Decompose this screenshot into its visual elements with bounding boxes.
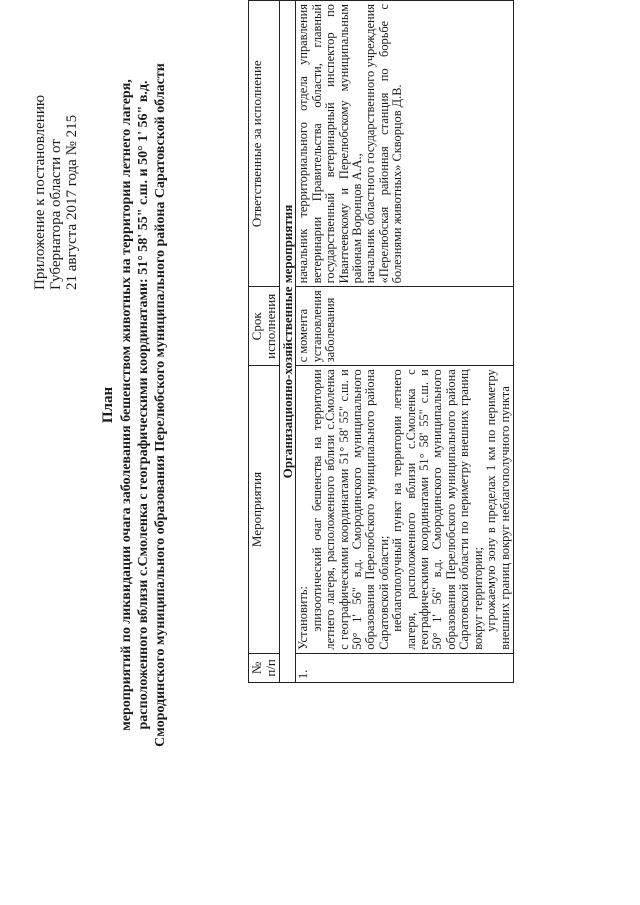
appendix-note (32, 20, 80, 290)
document-title (100, 15, 169, 795)
measure-intro: Установить: (296, 586, 311, 650)
title-plan: План (100, 386, 116, 424)
appendix-line-2: Губернатора области от (48, 139, 64, 290)
header-deadline: Срок исполнения (249, 287, 280, 366)
measure-cell (296, 366, 514, 653)
section-row (280, 1, 296, 683)
measure-focus: эпизоотический очаг бешенства на территории летнего лагеря, расположенного вблизи с.Смоленка с географическими координатами 51° 58' 55" с.ш. и 50° 1' 56" в.д. Смородинского муниципального образования Перелюбского муниципального района Саратовской области; (309, 369, 391, 650)
section-title: Организационно-хозяйственные мероприятия (280, 1, 296, 683)
row-number: 1. (296, 653, 514, 682)
measure-threatened-zone: угрожаемую зону в пределах 1 км по периметру внешних границ вокруг неблагополучного пункта (484, 369, 512, 650)
title-line-2: расположенного вблизи с.Смоленка с географическими координатами: 51° 58' 55" с.ш. и 50° 1' 56" в.д. (136, 80, 151, 730)
header-responsible: Ответственные за исполнение (249, 1, 280, 287)
table-header-row (249, 1, 280, 683)
responsible-station-head: начальник областного государственного учреждения «Перелюбская районная станция по борьбе с болезнями животных» Скворцов Д.В. (363, 4, 405, 284)
header-measures: Мероприятия (249, 366, 280, 653)
title-line-1: мероприятий по ликвидации очага заболевания бешенством животных на территории летнего лагеря, (119, 79, 134, 731)
deadline-cell: с момента установления заболевания (296, 287, 514, 366)
responsible-cell (296, 1, 514, 287)
appendix-line-1: Приложение к постановлению (32, 94, 48, 290)
appendix-line-3: 21 августа 2017 года № 215 (64, 114, 80, 290)
header-num: № п/п (249, 653, 280, 682)
title-line-3: Смородинского муниципального образования Перелюбского муниципального района Саратовской области (153, 63, 168, 747)
table-row (296, 1, 514, 683)
measure-unfavorable-point: неблагополучный пункт на территории летнего лагеря, расположенного вблизи с.Смоленка с географическими координатами 51° 58' 55" с.ш. и 50° 1' 56" в.д. Смородинского муниципального образования Перелюбского муниципального района Саратовской области по периметру внешних границ вокруг территории; (390, 369, 485, 650)
measures-table (248, 0, 514, 683)
responsible-vet-inspector: начальник территориального отдела управления ветеринарии Правительства области, главный государственный ветеринарный инспектор по Ивантеевскому и Перелюбскому муниципальным районам Воронцов А.А., (296, 4, 365, 284)
